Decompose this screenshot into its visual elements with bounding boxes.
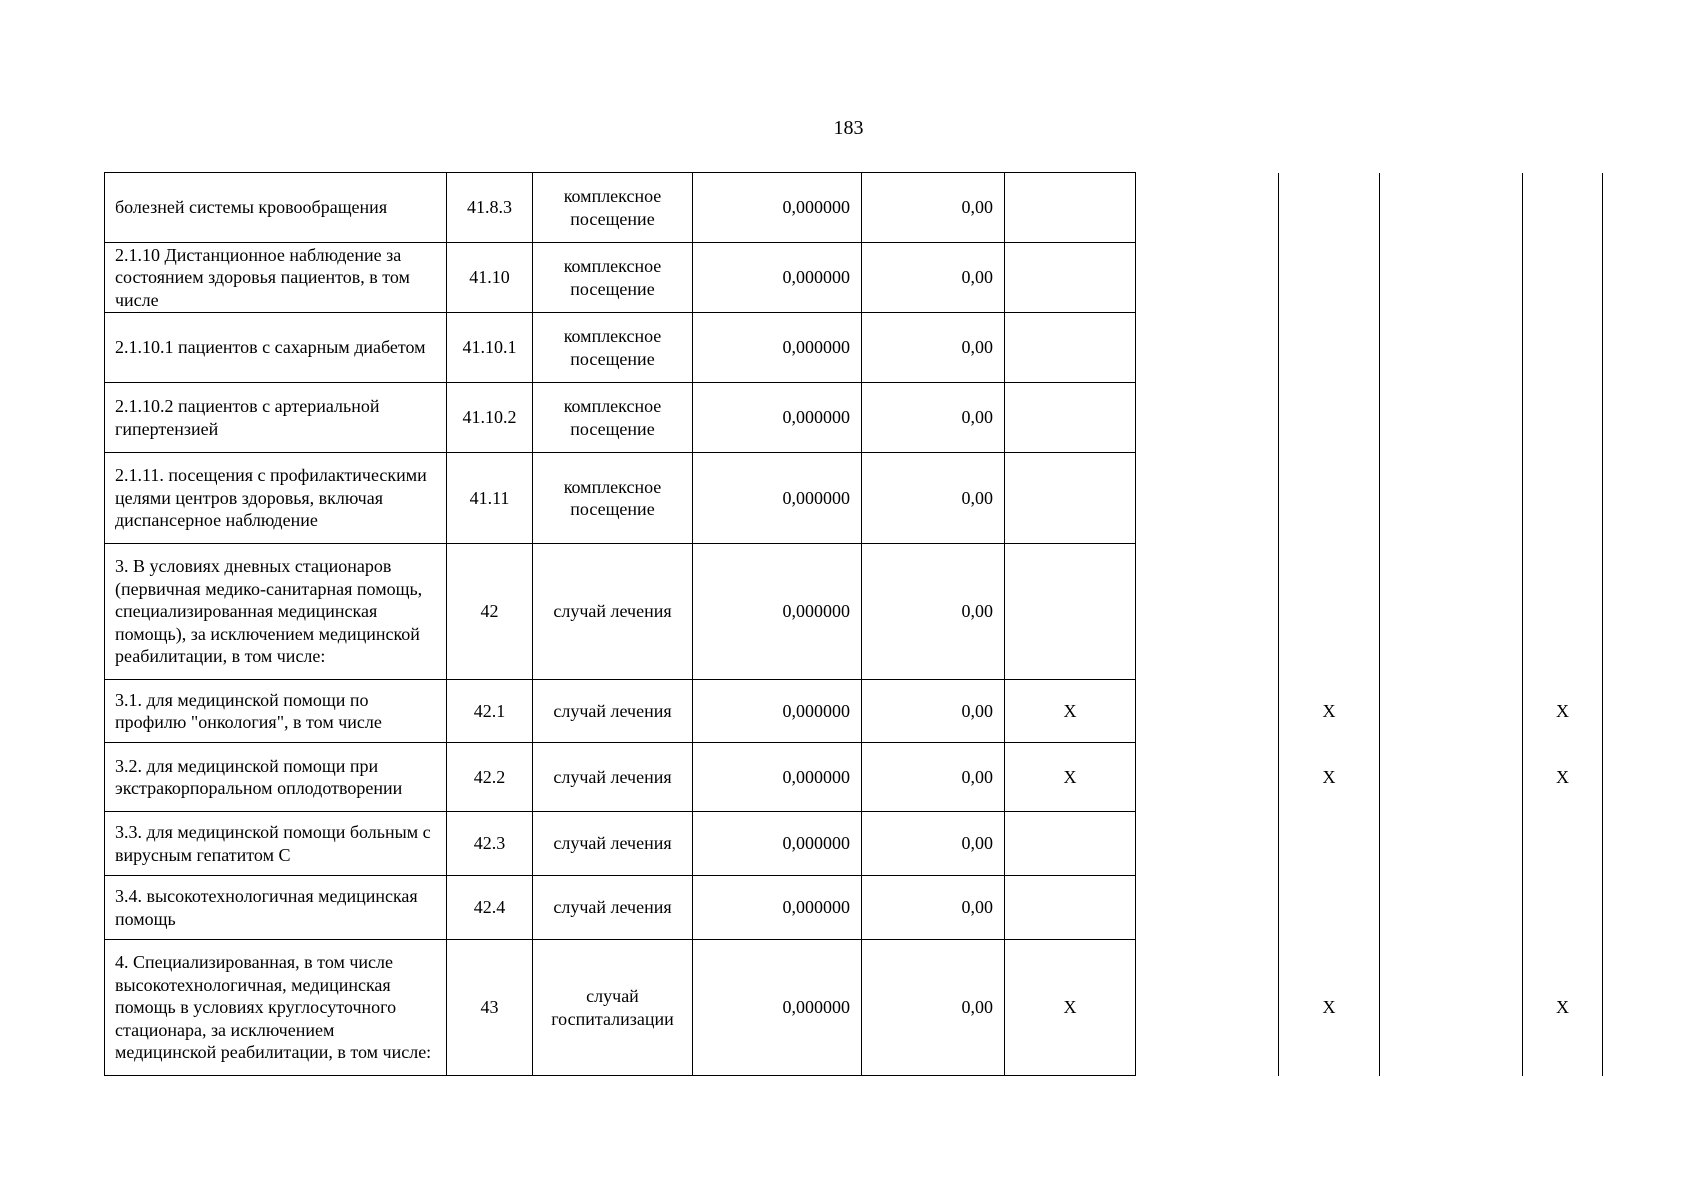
row-blank-cell — [1136, 173, 1279, 243]
row-unit-cell: случай лечения — [533, 876, 693, 940]
row-blank-cell — [1380, 940, 1523, 1076]
row-blank-cell — [1136, 383, 1279, 453]
row-x1-cell: X — [1005, 940, 1136, 1076]
table-row — [105, 313, 1603, 383]
row-cost-cell: 0,00 — [862, 876, 1005, 940]
row-x2-cell — [1279, 544, 1380, 680]
row-code-cell: 42.3 — [447, 812, 533, 876]
row-unit-cell: комплексное посещение — [533, 383, 693, 453]
row-blank-cell — [1380, 243, 1523, 313]
row-blank-cell — [1136, 243, 1279, 313]
row-x2-cell — [1279, 876, 1380, 940]
row-unit-cell: случай госпитализации — [533, 940, 693, 1076]
table-row — [105, 680, 1603, 743]
row-norm-cell: 0,000000 — [693, 243, 862, 313]
table-row — [105, 812, 1603, 876]
row-x3-cell — [1523, 383, 1603, 453]
row-norm-cell: 0,000000 — [693, 940, 862, 1076]
row-blank-cell — [1136, 544, 1279, 680]
row-x1-cell — [1005, 544, 1136, 680]
row-cost-cell: 0,00 — [862, 383, 1005, 453]
row-blank-cell — [1136, 680, 1279, 743]
row-name-cell: 2.1.10 Дистанционное наблюдение за состоянием здоровья пациентов, в том числе — [105, 243, 447, 313]
row-norm-cell: 0,000000 — [693, 544, 862, 680]
row-unit-cell: случай лечения — [533, 680, 693, 743]
row-x3-cell — [1523, 544, 1603, 680]
row-cost-cell: 0,00 — [862, 544, 1005, 680]
row-x2-cell — [1279, 453, 1380, 544]
row-unit-cell: случай лечения — [533, 544, 693, 680]
row-x1-cell — [1005, 812, 1136, 876]
row-blank-cell — [1136, 453, 1279, 544]
row-cost-cell: 0,00 — [862, 173, 1005, 243]
table-row — [105, 544, 1603, 680]
norms-table — [104, 172, 1603, 1076]
row-x2-cell: X — [1279, 743, 1380, 812]
row-blank-cell — [1136, 743, 1279, 812]
row-x3-cell — [1523, 243, 1603, 313]
row-blank-cell — [1380, 173, 1523, 243]
row-cost-cell: 0,00 — [862, 243, 1005, 313]
row-blank-cell — [1380, 544, 1523, 680]
row-x1-cell: X — [1005, 743, 1136, 812]
row-x2-cell — [1279, 243, 1380, 313]
row-norm-cell: 0,000000 — [693, 313, 862, 383]
row-name-cell: 3.4. высокотехнологичная медицинская помощь — [105, 876, 447, 940]
row-x2-cell — [1279, 313, 1380, 383]
row-code-cell: 42 — [447, 544, 533, 680]
row-code-cell: 41.10.2 — [447, 383, 533, 453]
table-row — [105, 173, 1603, 243]
row-blank-cell — [1380, 453, 1523, 544]
row-name-cell: 2.1.10.1 пациентов с сахарным диабетом — [105, 313, 447, 383]
row-cost-cell: 0,00 — [862, 743, 1005, 812]
row-norm-cell: 0,000000 — [693, 173, 862, 243]
table-row — [105, 383, 1603, 453]
row-x2-cell: X — [1279, 940, 1380, 1076]
row-blank-cell — [1380, 313, 1523, 383]
row-code-cell: 41.8.3 — [447, 173, 533, 243]
row-code-cell: 43 — [447, 940, 533, 1076]
row-name-cell: 3.2. для медицинской помощи при экстракорпоральном оплодотворении — [105, 743, 447, 812]
row-x3-cell — [1523, 812, 1603, 876]
row-x3-cell — [1523, 876, 1603, 940]
row-blank-cell — [1136, 812, 1279, 876]
row-unit-cell: комплексное посещение — [533, 313, 693, 383]
table-row — [105, 453, 1603, 544]
row-cost-cell: 0,00 — [862, 812, 1005, 876]
row-unit-cell: случай лечения — [533, 743, 693, 812]
table-body — [105, 173, 1603, 1076]
row-code-cell: 42.4 — [447, 876, 533, 940]
row-x2-cell: X — [1279, 680, 1380, 743]
row-unit-cell: комплексное посещение — [533, 243, 693, 313]
row-cost-cell: 0,00 — [862, 313, 1005, 383]
row-blank-cell — [1380, 876, 1523, 940]
row-x1-cell — [1005, 243, 1136, 313]
row-name-cell: 4. Специализированная, в том числе высокотехнологичная, медицинская помощь в условиях круглосуточного стационара, за исключением медицинской реабилитации, в том числе: — [105, 940, 447, 1076]
row-name-cell: 3. В условиях дневных стационаров (первичная медико-санитарная помощь, специализированная медицинская помощь), за исключением медицинской реабилитации, в том числе: — [105, 544, 447, 680]
row-x2-cell — [1279, 173, 1380, 243]
row-cost-cell: 0,00 — [862, 940, 1005, 1076]
row-x3-cell: X — [1523, 743, 1603, 812]
row-norm-cell: 0,000000 — [693, 383, 862, 453]
table-row — [105, 876, 1603, 940]
row-x3-cell — [1523, 173, 1603, 243]
row-code-cell: 41.11 — [447, 453, 533, 544]
row-name-cell: 2.1.11. посещения с профилактическими целями центров здоровья, включая диспансерное наблюдение — [105, 453, 447, 544]
row-unit-cell: случай лечения — [533, 812, 693, 876]
row-unit-cell: комплексное посещение — [533, 453, 693, 544]
row-blank-cell — [1380, 812, 1523, 876]
row-norm-cell: 0,000000 — [693, 743, 862, 812]
row-code-cell: 41.10 — [447, 243, 533, 313]
row-norm-cell: 0,000000 — [693, 876, 862, 940]
row-x3-cell: X — [1523, 680, 1603, 743]
page-number: 183 — [833, 117, 864, 139]
row-x1-cell — [1005, 383, 1136, 453]
row-cost-cell: 0,00 — [862, 453, 1005, 544]
row-x1-cell — [1005, 453, 1136, 544]
row-x1-cell: X — [1005, 680, 1136, 743]
row-name-cell: болезней системы кровообращения — [105, 173, 447, 243]
row-norm-cell: 0,000000 — [693, 812, 862, 876]
row-norm-cell: 0,000000 — [693, 453, 862, 544]
row-name-cell: 3.3. для медицинской помощи больным с вирусным гепатитом С — [105, 812, 447, 876]
row-x2-cell — [1279, 383, 1380, 453]
row-blank-cell — [1136, 876, 1279, 940]
row-x1-cell — [1005, 173, 1136, 243]
row-blank-cell — [1380, 383, 1523, 453]
row-blank-cell — [1380, 743, 1523, 812]
row-name-cell: 3.1. для медицинской помощи по профилю "онкология", в том числе — [105, 680, 447, 743]
row-name-cell: 2.1.10.2 пациентов с артериальной гипертензией — [105, 383, 447, 453]
row-blank-cell — [1136, 940, 1279, 1076]
row-x2-cell — [1279, 812, 1380, 876]
row-x3-cell — [1523, 453, 1603, 544]
row-code-cell: 42.1 — [447, 680, 533, 743]
row-x3-cell — [1523, 313, 1603, 383]
row-blank-cell — [1380, 680, 1523, 743]
row-code-cell: 42.2 — [447, 743, 533, 812]
row-x3-cell: X — [1523, 940, 1603, 1076]
row-cost-cell: 0,00 — [862, 680, 1005, 743]
row-code-cell: 41.10.1 — [447, 313, 533, 383]
row-norm-cell: 0,000000 — [693, 680, 862, 743]
row-blank-cell — [1136, 313, 1279, 383]
table-row — [105, 940, 1603, 1076]
row-x1-cell — [1005, 313, 1136, 383]
table-row — [105, 243, 1603, 313]
row-x1-cell — [1005, 876, 1136, 940]
table-row — [105, 743, 1603, 812]
row-unit-cell: комплексное посещение — [533, 173, 693, 243]
